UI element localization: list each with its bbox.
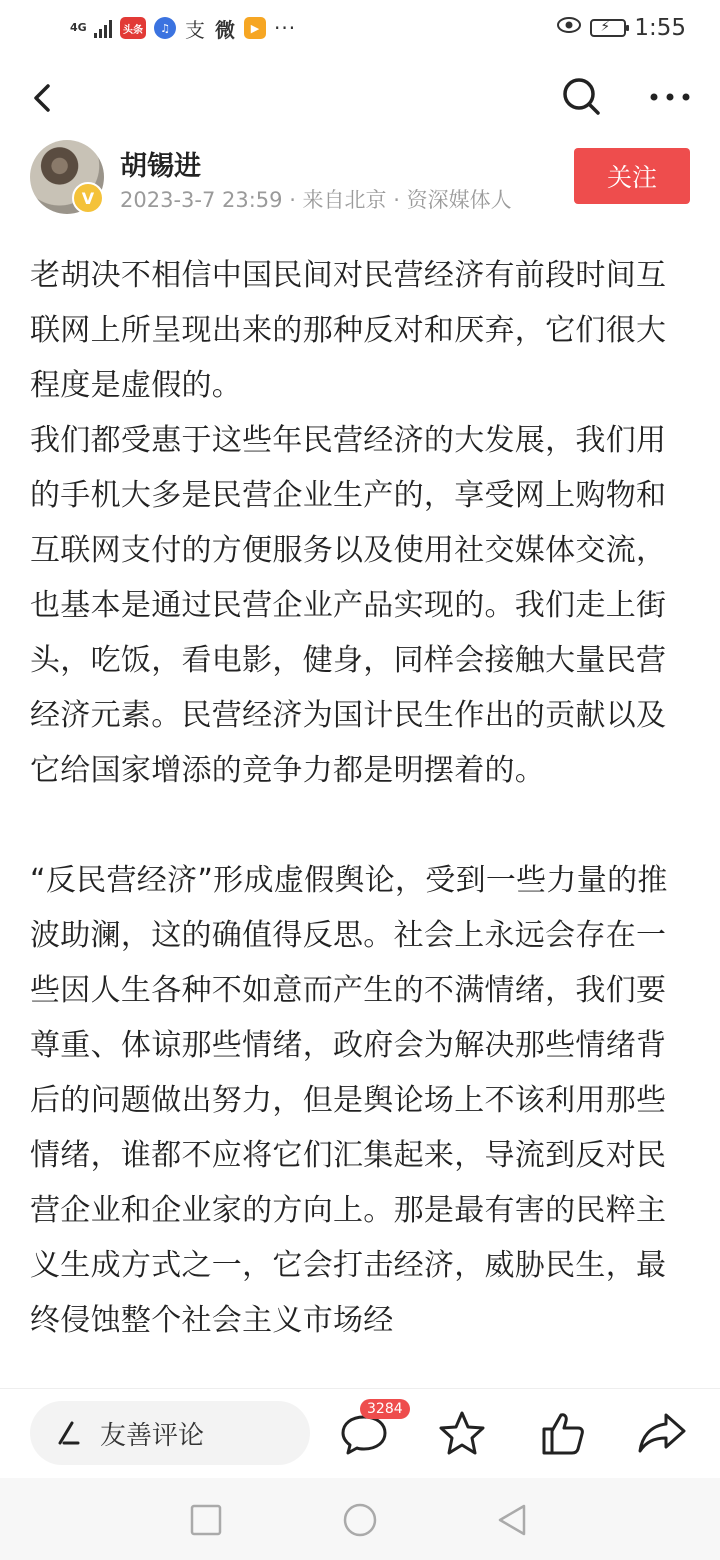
article-paragraph: “反民营经济”形成虚假舆论，受到一些力量的推波助澜，这的确值得反思。社会上永远会存在一些因人生各种不如意而产生的不满情绪，我们要尊重、体谅那些情绪，政府会为解决那些情绪背后的问题做出努力，但是舆论场上不该利用那些情绪，谁都不应将它们汇集起来，导流到反对民营企业和企业家的方向上。那是最有害的民粹主义生成方式之一，它会打击经济，威胁民生，最终侵蚀整个社会主义市场经	[30, 863, 668, 1338]
back-arrow-icon[interactable]	[22, 72, 72, 122]
pen-icon	[54, 1419, 82, 1447]
comment-input[interactable]	[30, 1401, 310, 1465]
more-notifications-icon: ···	[274, 16, 297, 40]
recent-apps-icon[interactable]	[186, 1500, 226, 1540]
article-body	[30, 248, 692, 1388]
search-icon[interactable]	[556, 72, 606, 122]
article-paragraph: 老胡决不相信中国民间对民营经济有前段时间互联网上所呈现出来的那种反对和厌弃，它们很大程度是虚假的。	[30, 258, 667, 403]
toutiao-app-icon: 头条	[120, 17, 146, 39]
music-app-icon: ♫	[154, 17, 176, 39]
alipay-app-icon: 支	[185, 17, 205, 42]
video-app-icon: ▶	[244, 17, 266, 39]
star-icon[interactable]	[432, 1403, 492, 1463]
signal-icon	[94, 18, 112, 38]
more-icon[interactable]	[640, 72, 700, 122]
thumbs-up-icon[interactable]	[532, 1403, 592, 1463]
comment-count-badge: 3284	[360, 1399, 410, 1419]
article-paragraph: 我们都受惠于这些年民营经济的大发展，我们用的手机大多是民营企业生产的，享受网上购物和互联网支付的方便服务以及使用社交媒体交流，也基本是通过民营企业产品实现的。我们走上街头，吃饭，看电影，健身，同样会接触大量民营经济元素。民营经济为国计民生作出的贡献以及它给国家增添的竞争力都是明摆着的。	[30, 423, 667, 788]
verified-badge-icon: V	[72, 182, 104, 214]
status-right	[556, 15, 686, 41]
author-name[interactable]: 胡锡进	[120, 151, 201, 182]
home-icon[interactable]	[340, 1500, 380, 1540]
system-back-icon[interactable]	[492, 1500, 532, 1540]
clock: 1:55	[634, 15, 686, 41]
follow-button[interactable]: 关注	[574, 148, 690, 204]
bottom-action-bar	[0, 1388, 720, 1478]
battery-icon: ⚡	[590, 19, 626, 37]
status-bar	[0, 0, 720, 56]
share-icon[interactable]	[632, 1403, 692, 1463]
wechat-app-icon: 微	[215, 17, 235, 42]
system-nav-bar	[0, 1478, 720, 1560]
paragraph-spacer	[30, 798, 692, 853]
author-header	[0, 138, 720, 222]
post-meta: 2023-3-7 23:59 · 来自北京 · 资深媒体人	[120, 188, 512, 212]
comment-placeholder: 友善评论	[100, 1420, 205, 1451]
nav-bar	[0, 62, 720, 134]
status-left	[70, 16, 296, 40]
eye-comfort-icon	[556, 15, 582, 41]
network-type: 4G	[70, 21, 87, 34]
